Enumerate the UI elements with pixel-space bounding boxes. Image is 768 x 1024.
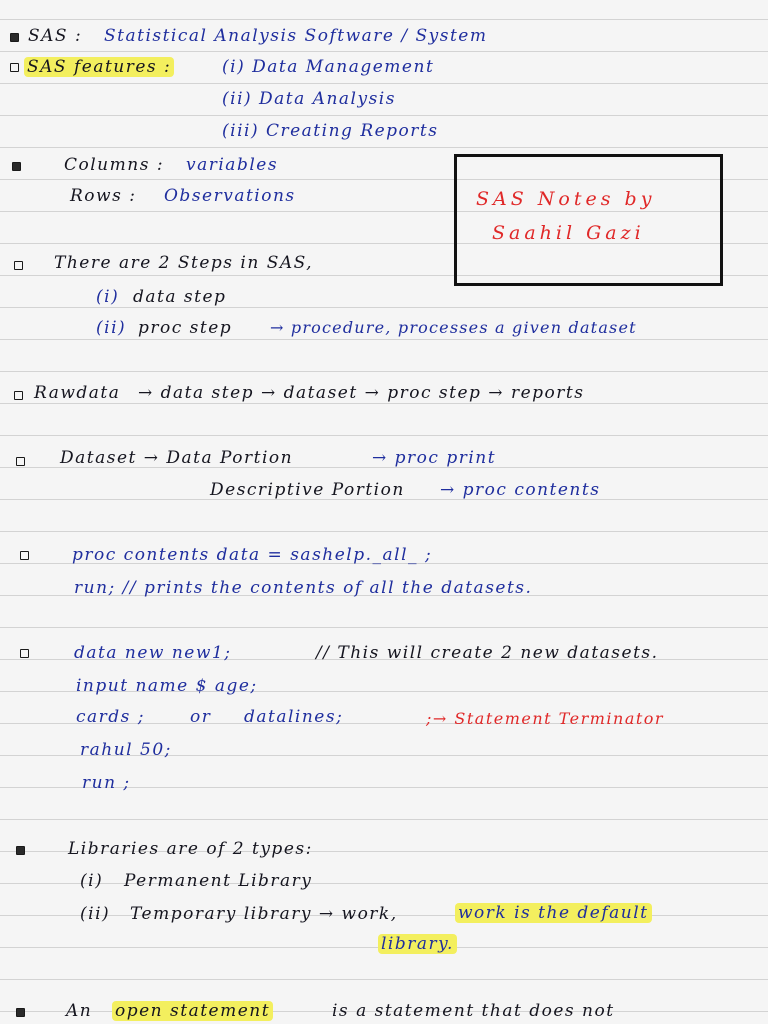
- code-run-comment: run; // prints the contents of all the datasets.: [74, 578, 533, 598]
- author-note-line-1: SAS Notes by: [476, 188, 656, 210]
- feature-item-2: (ii) Data Analysis: [222, 89, 396, 109]
- dataset-descriptive-portion: Descriptive Portion: [210, 480, 405, 500]
- code-run-statement: run ;: [82, 773, 131, 793]
- bullet-icon: [10, 63, 19, 72]
- feature-item-1: (i) Data Management: [222, 57, 435, 77]
- author-note-box: [454, 154, 723, 286]
- bullet-icon: [12, 162, 21, 171]
- code-or: or: [190, 707, 212, 727]
- open-statement-term: open statement: [112, 1001, 273, 1021]
- dataset-data-portion-proc: → proc print: [372, 448, 497, 468]
- library-default-note-cont: library.: [378, 934, 457, 954]
- sas-label: SAS :: [28, 26, 83, 46]
- open-statement-definition: is a statement that does not: [332, 1001, 615, 1021]
- bullet-icon: [20, 551, 29, 560]
- bullet-icon: [16, 1008, 25, 1017]
- code-data-statement: data new new1;: [74, 643, 232, 663]
- sas-definition: Statistical Analysis Software / System: [104, 26, 488, 46]
- columns-value: variables: [186, 155, 279, 175]
- library-item-1: Permanent Library: [124, 871, 313, 891]
- libraries-heading: Libraries are of 2 types:: [68, 839, 313, 859]
- code-cards-statement: cards ;: [76, 707, 146, 727]
- flow-start: Rawdata: [34, 383, 121, 403]
- rows-value: Observations: [164, 186, 296, 206]
- bullet-icon: [20, 649, 29, 658]
- code-data-row: rahul 50;: [80, 740, 172, 760]
- bullet-icon: [16, 846, 25, 855]
- library-item-2: Temporary library → work,: [130, 904, 398, 924]
- dataset-data-portion: Dataset → Data Portion: [60, 448, 294, 468]
- step-item-1-number: (i): [96, 287, 120, 307]
- library-default-note: work is the default: [455, 903, 652, 923]
- feature-item-3: (iii) Creating Reports: [222, 121, 439, 141]
- bullet-icon: [14, 261, 23, 270]
- step-item-1: data step: [133, 287, 227, 307]
- code-datalines-statement: datalines;: [244, 707, 344, 727]
- dataset-descriptive-portion-proc: → proc contents: [440, 480, 601, 500]
- step-item-2-number: (ii): [96, 318, 127, 338]
- bullet-icon: [10, 33, 19, 42]
- features-heading: SAS features :: [24, 57, 174, 77]
- step-item-2: proc step: [138, 318, 233, 338]
- library-item-2-number: (ii): [80, 904, 111, 924]
- step-item-2-description: → procedure, processes a given dataset: [270, 318, 637, 337]
- open-statement-intro: An: [66, 1001, 93, 1021]
- steps-heading: There are 2 Steps in SAS,: [54, 253, 314, 273]
- code-input-statement: input name $ age;: [76, 676, 258, 696]
- columns-label: Columns :: [64, 155, 165, 175]
- statement-terminator-note: ;→ Statement Terminator: [426, 709, 665, 728]
- rows-label: Rows :: [70, 186, 137, 206]
- code-data-comment: // This will create 2 new datasets.: [316, 643, 659, 663]
- bullet-icon: [16, 457, 25, 466]
- bullet-icon: [14, 391, 23, 400]
- code-proc-contents: proc contents data = sashelp._all_ ;: [72, 545, 433, 565]
- library-item-1-number: (i): [80, 871, 104, 891]
- author-note-line-2: Saahil Gazi: [492, 222, 645, 244]
- flow-chain: → data step → dataset → proc step → reports: [138, 383, 585, 403]
